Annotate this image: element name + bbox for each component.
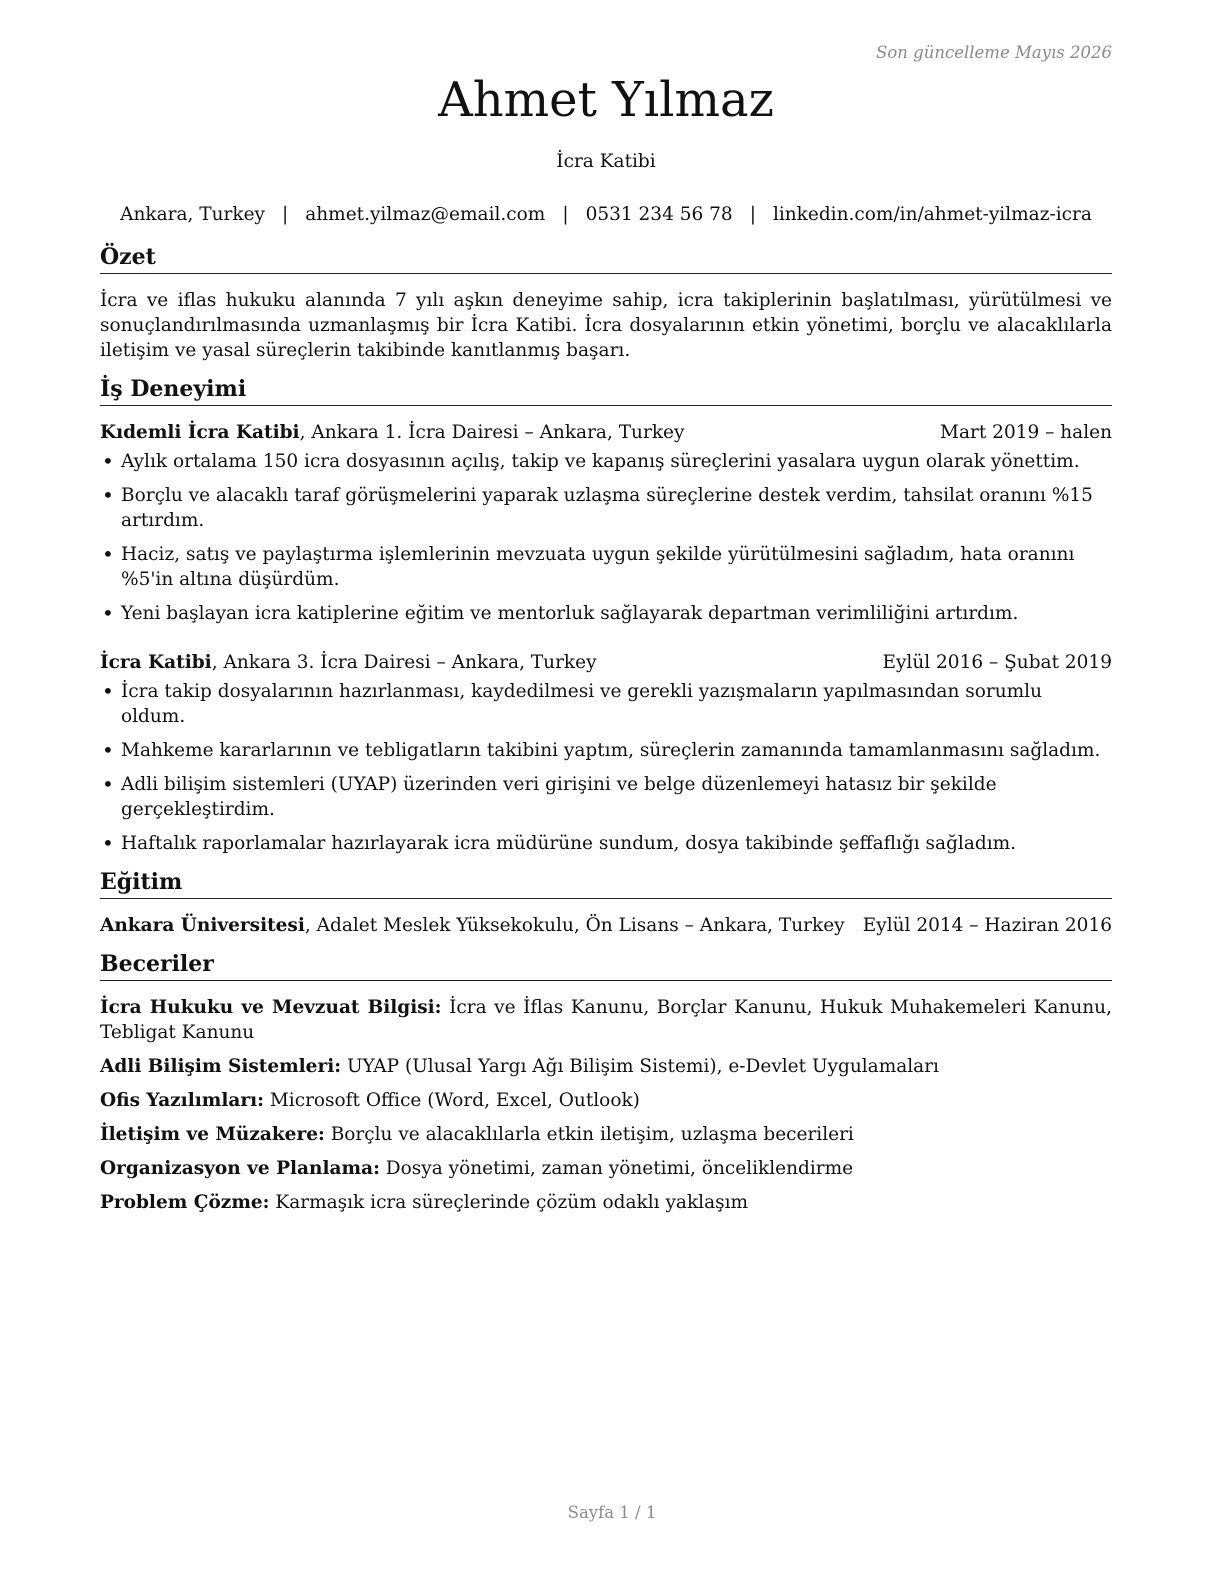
page-number: Sayfa 1 / 1	[567, 1503, 657, 1522]
skill-label: Adli Bilişim Sistemleri:	[100, 1056, 342, 1077]
contact-line	[100, 202, 1112, 227]
skill-text: UYAP (Ulusal Yargı Ağı Bilişim Sistemi), e-Devlet Uygulamaları	[341, 1056, 939, 1077]
job-dates: Eylül 2016 – Şubat 2019	[882, 652, 1112, 673]
skill-text: Dosya yönetimi, zaman yönetimi, önceliklendirme	[379, 1158, 854, 1179]
job-organization: , Ankara 3. İcra Dairesi – Ankara, Turkey	[211, 652, 597, 673]
job-bullet: • Aylık ortalama 150 icra dosyasının açılış, takip ve kapanış süreçlerini yasalara uygun olarak yönettim.	[100, 449, 1112, 474]
job-bullet: • Borçlu ve alacaklı taraf görüşmelerini yaparak uzlaşma süreçlerine destek verdim, tahsilat oranını %15 artırdım.	[100, 483, 1112, 533]
job-bullet: • Haciz, satış ve paylaştırma işlemlerinin mevzuata uygun şekilde yürütülmesini sağladım, hata oranını %5'in altına düşürdüm.	[100, 542, 1112, 592]
skill-item	[100, 1054, 1112, 1079]
summary-section	[100, 243, 1112, 363]
job-bullet: • Haftalık raporlamalar hazırlayarak icra müdürüne sundum, dosya takibinde şeffaflığı sağladım.	[100, 831, 1112, 856]
contact-separator: |	[562, 204, 569, 225]
skill-text: İcra ve İflas Kanunu, Borçlar Kanunu, Hukuk Muhakemeleri Kanunu, Tebligat Kanunu	[100, 997, 1112, 1043]
job-title-line	[100, 650, 597, 675]
skill-label: Problem Çözme:	[100, 1192, 270, 1213]
education-entry	[100, 913, 1112, 938]
education-dates: Eylül 2014 – Haziran 2016	[862, 915, 1112, 936]
job-bullet: • Adli bilişim sistemleri (UYAP) üzerinden veri girişini ve belge düzenlemeyi hatasız bir şekilde gerçekleştirdim.	[100, 772, 1112, 822]
section-title-experience: İş Deneyimi	[100, 375, 1112, 406]
job-position: İcra Katibi	[100, 652, 212, 673]
job-title-line	[100, 420, 684, 445]
contact-location: Ankara, Turkey	[120, 204, 265, 225]
candidate-name: Ahmet Yılmaz	[438, 72, 774, 128]
job-entry	[100, 420, 1112, 626]
skill-text: Karmaşık icra süreçlerinde çözüm odaklı yaklaşım	[269, 1192, 749, 1213]
contact-email[interactable]: ahmet.yilmaz@email.com	[305, 204, 546, 225]
skill-item	[100, 1156, 1112, 1181]
last-updated: Son güncelleme Mayıs 2026	[876, 43, 1112, 62]
contact-separator: |	[749, 204, 756, 225]
education-title-line	[100, 913, 845, 938]
skill-label: İcra Hukuku ve Mevzuat Bilgisi:	[100, 997, 442, 1018]
education-detail: , Adalet Meslek Yüksekokulu, Ön Lisans – Ankara, Turkey	[304, 915, 845, 936]
job-header	[100, 650, 1112, 675]
contact-linkedin[interactable]: linkedin.com/in/ahmet-yilmaz-icra	[772, 204, 1092, 225]
section-title-skills: Beceriler	[100, 950, 1112, 981]
job-dates: Mart 2019 – halen	[940, 422, 1112, 443]
experience-section	[100, 375, 1112, 856]
section-title-education: Eğitim	[100, 868, 1112, 899]
education-school: Ankara Üniversitesi	[100, 915, 305, 936]
job-organization: , Ankara 1. İcra Dairesi – Ankara, Turkey	[299, 422, 685, 443]
job-entry	[100, 650, 1112, 856]
candidate-role: İcra Katibi	[556, 151, 656, 172]
summary-text: İcra ve iflas hukuku alanında 7 yılı aşkın deneyime sahip, icra takiplerinin başlatılması, yürütülmesi ve sonuçlandırılmasında uzmanlaşmış bir İcra Katibi. İcra dosyalarının etkin yönetimi, borçlu ve alacaklılarla iletişim ve yasal süreçlerin takibinde kanıtlanmış başarı.	[100, 290, 1112, 361]
skills-list	[100, 995, 1112, 1215]
skill-text: Borçlu ve alacaklılarla etkin iletişim, uzlaşma becerileri	[324, 1124, 854, 1145]
skill-item	[100, 1190, 1112, 1215]
job-bullet: • Mahkeme kararlarının ve tebligatların takibini yaptım, süreçlerin zamanında tamamlanmasını sağladım.	[100, 738, 1112, 763]
skill-label: Organizasyon ve Planlama:	[100, 1158, 380, 1179]
skill-label: Ofis Yazılımları:	[100, 1090, 264, 1111]
skill-item	[100, 995, 1112, 1045]
job-bullets	[100, 449, 1112, 626]
job-position: Kıdemli İcra Katibi	[100, 422, 300, 443]
section-title-summary: Özet	[100, 243, 1112, 274]
job-bullets	[100, 679, 1112, 856]
skill-text: Microsoft Office (Word, Excel, Outlook)	[263, 1090, 640, 1111]
job-bullet: • Yeni başlayan icra katiplerine eğitim ve mentorluk sağlayarak departman verimliliğini artırdım.	[100, 601, 1112, 626]
resume-page	[100, 40, 1112, 1224]
education-section	[100, 868, 1112, 938]
skill-item	[100, 1122, 1112, 1147]
job-header	[100, 420, 1112, 445]
skills-section	[100, 950, 1112, 1215]
contact-separator: |	[281, 204, 289, 225]
skill-item	[100, 1088, 1112, 1113]
job-bullet: • İcra takip dosyalarının hazırlanması, kaydedilmesi ve gerekli yazışmaların yapılmasından sorumlu oldum.	[100, 679, 1112, 729]
skill-label: İletişim ve Müzakere:	[100, 1124, 325, 1145]
contact-phone[interactable]: 0531 234 56 78	[585, 204, 733, 225]
